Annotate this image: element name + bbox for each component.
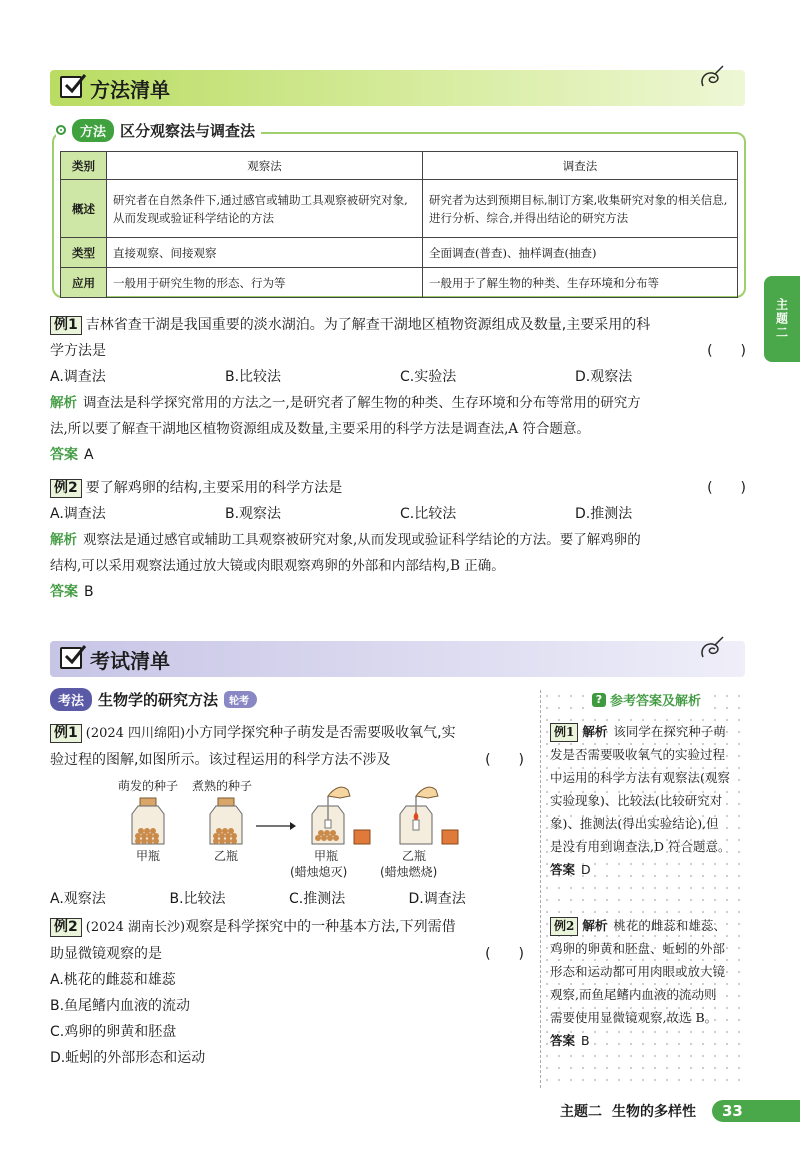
answer-line: 中运用的科学方法有观察法(观察: [550, 770, 730, 785]
answer-value: D: [581, 862, 591, 877]
answer-bracket: ( ): [485, 946, 524, 962]
answer-line: 需要使用显微镜观察,故选 B。: [550, 1010, 718, 1025]
option: B.观察法: [225, 506, 282, 522]
answer-2: [550, 914, 744, 1052]
option: C.推测法: [289, 891, 346, 907]
comparison-table: [60, 151, 738, 298]
table-cell: 研究者为达到预期目标,制订方案,收集研究对象的相关信息,进行分析、综合,并得出结论的研究方法: [423, 180, 738, 238]
exam-title: 生物学的研究方法: [98, 691, 219, 709]
checkbox-icon: [60, 647, 82, 669]
analysis-line: 法,所以要了解查干湖地区植物资源组成及数量,主要采用的科学方法是调查法,A 符合题意。: [50, 421, 590, 437]
exam-question-1-options: [50, 886, 528, 912]
page-number: 33: [712, 1100, 800, 1122]
options-row: [50, 364, 750, 390]
question-source: (2024 四川绵阳): [85, 726, 186, 741]
analysis-label: 解析: [50, 532, 77, 548]
option: B.鱼尾鳍内血液的流动: [50, 998, 191, 1014]
figure-label-bottle2: 乙瓶: [214, 849, 239, 863]
question-text: 助显微镜观察的是: [50, 946, 162, 962]
question-text: 学方法是: [50, 343, 106, 359]
method-list-banner: [50, 70, 745, 106]
table-row: [61, 180, 738, 238]
options-row: [50, 501, 750, 527]
figure-label-bottle1: 甲瓶: [136, 849, 161, 863]
banner-title: 方法清单: [90, 78, 170, 102]
option: D.推测法: [575, 506, 633, 522]
answer-label: 答案: [50, 584, 78, 600]
figure-label-seed1: 萌发的种子: [118, 779, 179, 793]
question-source: (2024 湖南长沙): [85, 920, 186, 935]
option: D.蚯蚓的外部形态和运动: [50, 1050, 206, 1066]
footer-title: 生物的多样性: [612, 1104, 696, 1120]
option: A.调查法: [50, 369, 106, 385]
example-1: [50, 312, 750, 468]
table-header-row: [61, 152, 738, 180]
option: A.调查法: [50, 506, 106, 522]
answer-line: 象)、推测法(得出实验结论),但: [550, 816, 719, 831]
method-heading: [56, 118, 261, 142]
answer: [50, 442, 750, 468]
answer-line: 是没有用到调查法,D 符合题意。: [550, 839, 731, 854]
answer-value: A: [84, 447, 94, 463]
table-header-cell: 观察法: [107, 152, 423, 180]
answer-bracket: ( ): [707, 480, 746, 496]
exam-list-banner: [50, 641, 745, 677]
analysis-text: 调查法是科学探究常用的方法之一,是研究者了解生物的种类、生存环境和分布等常用的研究方: [83, 395, 641, 411]
analysis-line: 结构,可以采用观察法通过放大镜或肉眼观察鸡卵的外部和内部结构,B 正确。: [50, 558, 505, 574]
answer: [50, 579, 750, 605]
answer-label: 答案: [550, 862, 576, 877]
analysis-label: 解析: [50, 395, 77, 411]
option: A.观察法: [50, 891, 106, 907]
table-row: [61, 238, 738, 268]
answer-panel-title: [588, 690, 705, 709]
key-icon: ?: [592, 693, 606, 707]
answer-value: B: [84, 584, 94, 600]
question-text: 小方同学探究种子萌发是否需要吸收氧气,实: [185, 725, 456, 741]
answer-line: 鸡卵的卵黄和胚盘、蚯蚓的外部: [550, 941, 726, 956]
question-text: 观察是科学探究中的一种基本方法,下列需借: [185, 919, 456, 935]
example-label: 例2: [50, 918, 82, 937]
exam-question-1: [50, 720, 528, 773]
option: B.比较法: [225, 369, 282, 385]
banner-title: 考试清单: [90, 649, 170, 673]
figure-label-bottle4: 乙瓶: [402, 849, 427, 863]
exam-heading: [50, 688, 257, 711]
question-line: [50, 338, 750, 364]
example-label: 例2: [50, 479, 82, 498]
theme-side-tab: 主题二: [764, 276, 800, 362]
checkbox-icon: [60, 76, 82, 98]
question-line: [50, 312, 750, 338]
page-footer: [560, 1101, 696, 1121]
figure-label-bottle3: 甲瓶: [314, 849, 339, 863]
answer-1: [550, 720, 744, 881]
table-cell: 一般用于研究生物的形态、行为等: [107, 268, 423, 298]
method-tag: 方法: [72, 119, 114, 142]
table-header-cell: 调查法: [423, 152, 738, 180]
bottle-jia-candle-icon: [312, 787, 370, 844]
option: D.调查法: [408, 891, 466, 907]
answer-line: 发是否需要吸收氧气的实验过程: [550, 747, 726, 762]
answer-label: 答案: [550, 1033, 576, 1048]
table-cell: 直接观察、间接观察: [107, 238, 423, 268]
figure-note-bottle4: (蜡烛燃烧): [380, 865, 438, 879]
question-line: [50, 475, 750, 501]
option: C.比较法: [400, 506, 457, 522]
answer-line: 观察,而鱼尾鳍内血液的流动则: [550, 987, 717, 1002]
exam-tag: 考法: [50, 688, 92, 711]
analysis-text: 观察法是通过感官或辅助工具观察被研究对象,从而发现或验证科学结论的方法。要了解鸡卵的: [83, 532, 641, 548]
footer-theme: 主题二: [560, 1104, 602, 1120]
answer-line: [550, 720, 744, 743]
analysis-label: 解析: [582, 918, 608, 933]
row-label: 类型: [61, 238, 107, 268]
figure-label-seed2: 煮熟的种子: [192, 779, 253, 793]
experiment-figure: [110, 778, 470, 882]
table-cell: 全面调查(普查)、抽样调查(抽查): [423, 238, 738, 268]
figure-note-bottle3: (蜡烛熄灭): [290, 865, 348, 879]
bottle-yi-candle-icon: [400, 787, 458, 844]
question-text: 要了解鸡卵的结构,主要采用的科学方法是: [85, 480, 343, 496]
answer-value: B: [581, 1033, 590, 1048]
swirl-icon: [697, 64, 727, 90]
answer-line: [550, 914, 744, 937]
answer-line: 形态和运动都可用肉眼或放大镜: [550, 964, 726, 979]
example-2: [50, 475, 750, 605]
table-row: [61, 268, 738, 298]
option: C.实验法: [400, 369, 457, 385]
question-text: 验过程的图解,如图所示。该过程运用的科学方法不涉及: [50, 752, 391, 768]
answer-line: 实验现象)、比较法(比较研究对: [550, 793, 723, 808]
option: B.比较法: [169, 891, 226, 907]
options-row: [50, 886, 528, 912]
answer-panel-title-text: 参考答案及解析: [610, 694, 702, 709]
table-cell: 一般用于了解生物的种类、生存环境和分布等: [423, 268, 738, 298]
example-label: 例1: [50, 316, 82, 335]
example-label: 例1: [550, 723, 578, 742]
answer-label: 答案: [50, 447, 78, 463]
option: C.鸡卵的卵黄和胚盘: [50, 1024, 177, 1040]
question-line: [50, 914, 528, 941]
answer-bracket: ( ): [707, 343, 746, 359]
table-cell: 研究者在自然条件下,通过感官或辅助工具观察被研究对象,从而发现或验证科学结论的方法: [107, 180, 423, 238]
answer-bracket: ( ): [485, 752, 524, 768]
analysis-text: 该同学在探究种子萌: [613, 724, 726, 739]
answer: [550, 1029, 744, 1052]
example-label: 例1: [50, 724, 82, 743]
row-label: 应用: [61, 268, 107, 298]
question-text: 吉林省查干湖是我国重要的淡水湖泊。为了解查干湖地区植物资源组成及数量,主要采用的科: [85, 317, 651, 333]
analysis-text: 桃花的雌蕊和雄蕊、: [613, 918, 726, 933]
question-line: [50, 941, 528, 967]
exam-question-2: [50, 914, 528, 1071]
frequency-tag: 轮考: [224, 691, 257, 708]
row-label: 概述: [61, 180, 107, 238]
analysis: [50, 390, 750, 416]
example-label: 例2: [550, 917, 578, 936]
swirl-icon: [697, 635, 727, 661]
option: D.观察法: [575, 369, 633, 385]
bottle-yi-icon: [210, 798, 242, 844]
question-line: [50, 747, 528, 773]
answer: [550, 858, 744, 881]
bullet-icon: [56, 125, 66, 135]
arrow-icon: [256, 822, 296, 830]
bottle-jia-icon: [132, 798, 164, 844]
option: A.桃花的雌蕊和雄蕊: [50, 972, 176, 988]
question-line: [50, 720, 528, 747]
method-title: 区分观察法与调查法: [120, 121, 256, 140]
table-header-cell: 类别: [61, 152, 107, 180]
analysis: [50, 527, 750, 553]
analysis-label: 解析: [582, 724, 608, 739]
